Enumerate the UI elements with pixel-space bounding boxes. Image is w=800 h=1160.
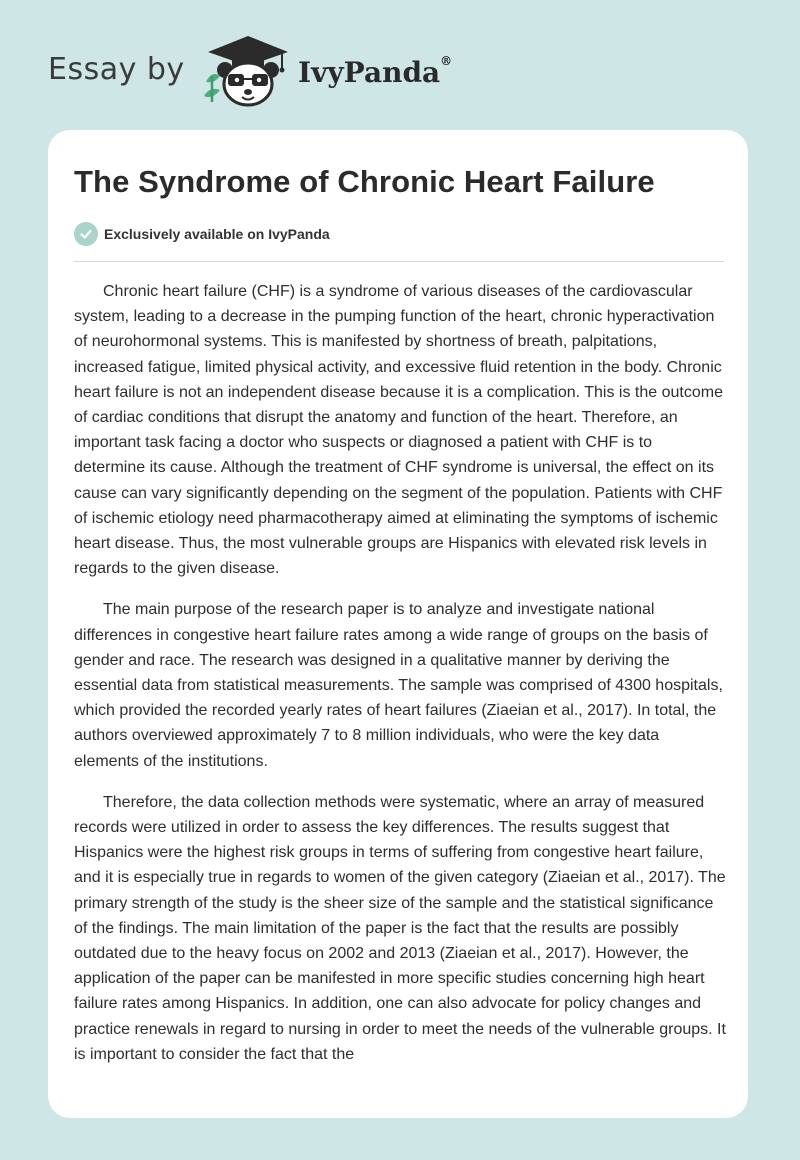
check-icon bbox=[74, 222, 98, 246]
divider bbox=[74, 261, 724, 262]
panda-graduate-icon[interactable] bbox=[198, 30, 294, 110]
paragraph-1: Chronic heart failure (CHF) is a syndrome of various diseases of the cardiovascular system, leading to a decrease in the pumping function of the heart, chronic hyperactivation of neurohormonal systems. This is manifested by shortness of breath, palpitations, increased fatigue, limited physical activity, and excessive fluid retention in the body. Chronic heart failure is not an independent disease because it is a complication. This is the outcome of cardiac conditions that disrupt the anatomy and function of the heart. Therefore, an important task facing a doctor who suspects or diagnosed a patient with CHF is to determine its cause. Although the treatment of CHF syndrome is universal, the effect on its cause can vary significantly depending on the segment of the population. Patients with CHF of ischemic etiology need pharmacotherapy aimed at eliminating the symptoms of ischemic heart disease. Thus, the most vulnerable groups are Hispanics with elevated risk levels in regards to the given disease. bbox=[74, 283, 723, 578]
registered-mark: ® bbox=[440, 54, 453, 68]
brand-name-text: IvyPanda bbox=[298, 56, 441, 89]
paragraph-2: The main purpose of the research paper is to analyze and investigate national differences in congestive heart failure rates among a wide range of groups on the basis of gender and race. The research was designed in a qualitative manner by deriving the essential data from statistical measurements. The sample was comprised of 4300 hospitals, which provided the recorded yearly rates of heart failures (Ziaeian et al., 2017). In total, the authors overviewed approximately 7 to 8 million individuals, who were the key data elements of the institutions. bbox=[74, 601, 723, 770]
exclusive-label: Exclusively available on IvyPanda bbox=[104, 226, 330, 242]
brand-name[interactable] bbox=[298, 56, 452, 89]
essay-card bbox=[48, 130, 748, 1118]
exclusive-badge bbox=[74, 222, 330, 246]
brand-prefix: Essay by bbox=[48, 52, 185, 87]
paragraph-3: Therefore, the data collection methods were systematic, where an array of measured records were utilized in order to assess the key differences. The results suggest that Hispanics were the highest risk groups in terms of suffering from congestive heart failure, and it is especially true in regards to women of the given category (Ziaeian et al., 2017). The primary strength of the study is the sheer size of the sample and the statistical significance of the findings. The main limitation of the paper is the fact that the results are possibly outdated due to the heavy focus on 2002 and 2013 (Ziaeian et al., 2017). However, the application of the paper can be manifested in more specific studies concerning high heart failure rates among Hispanics. In addition, one can also advocate for policy changes and practice renewals in regard to nursing in order to meet the needs of the vulnerable groups. It is important to consider the fact that the bbox=[74, 793, 726, 1063]
essay-title: The Syndrome of Chronic Heart Failure bbox=[74, 164, 655, 199]
site-header bbox=[0, 0, 800, 130]
essay-body bbox=[74, 279, 726, 1083]
